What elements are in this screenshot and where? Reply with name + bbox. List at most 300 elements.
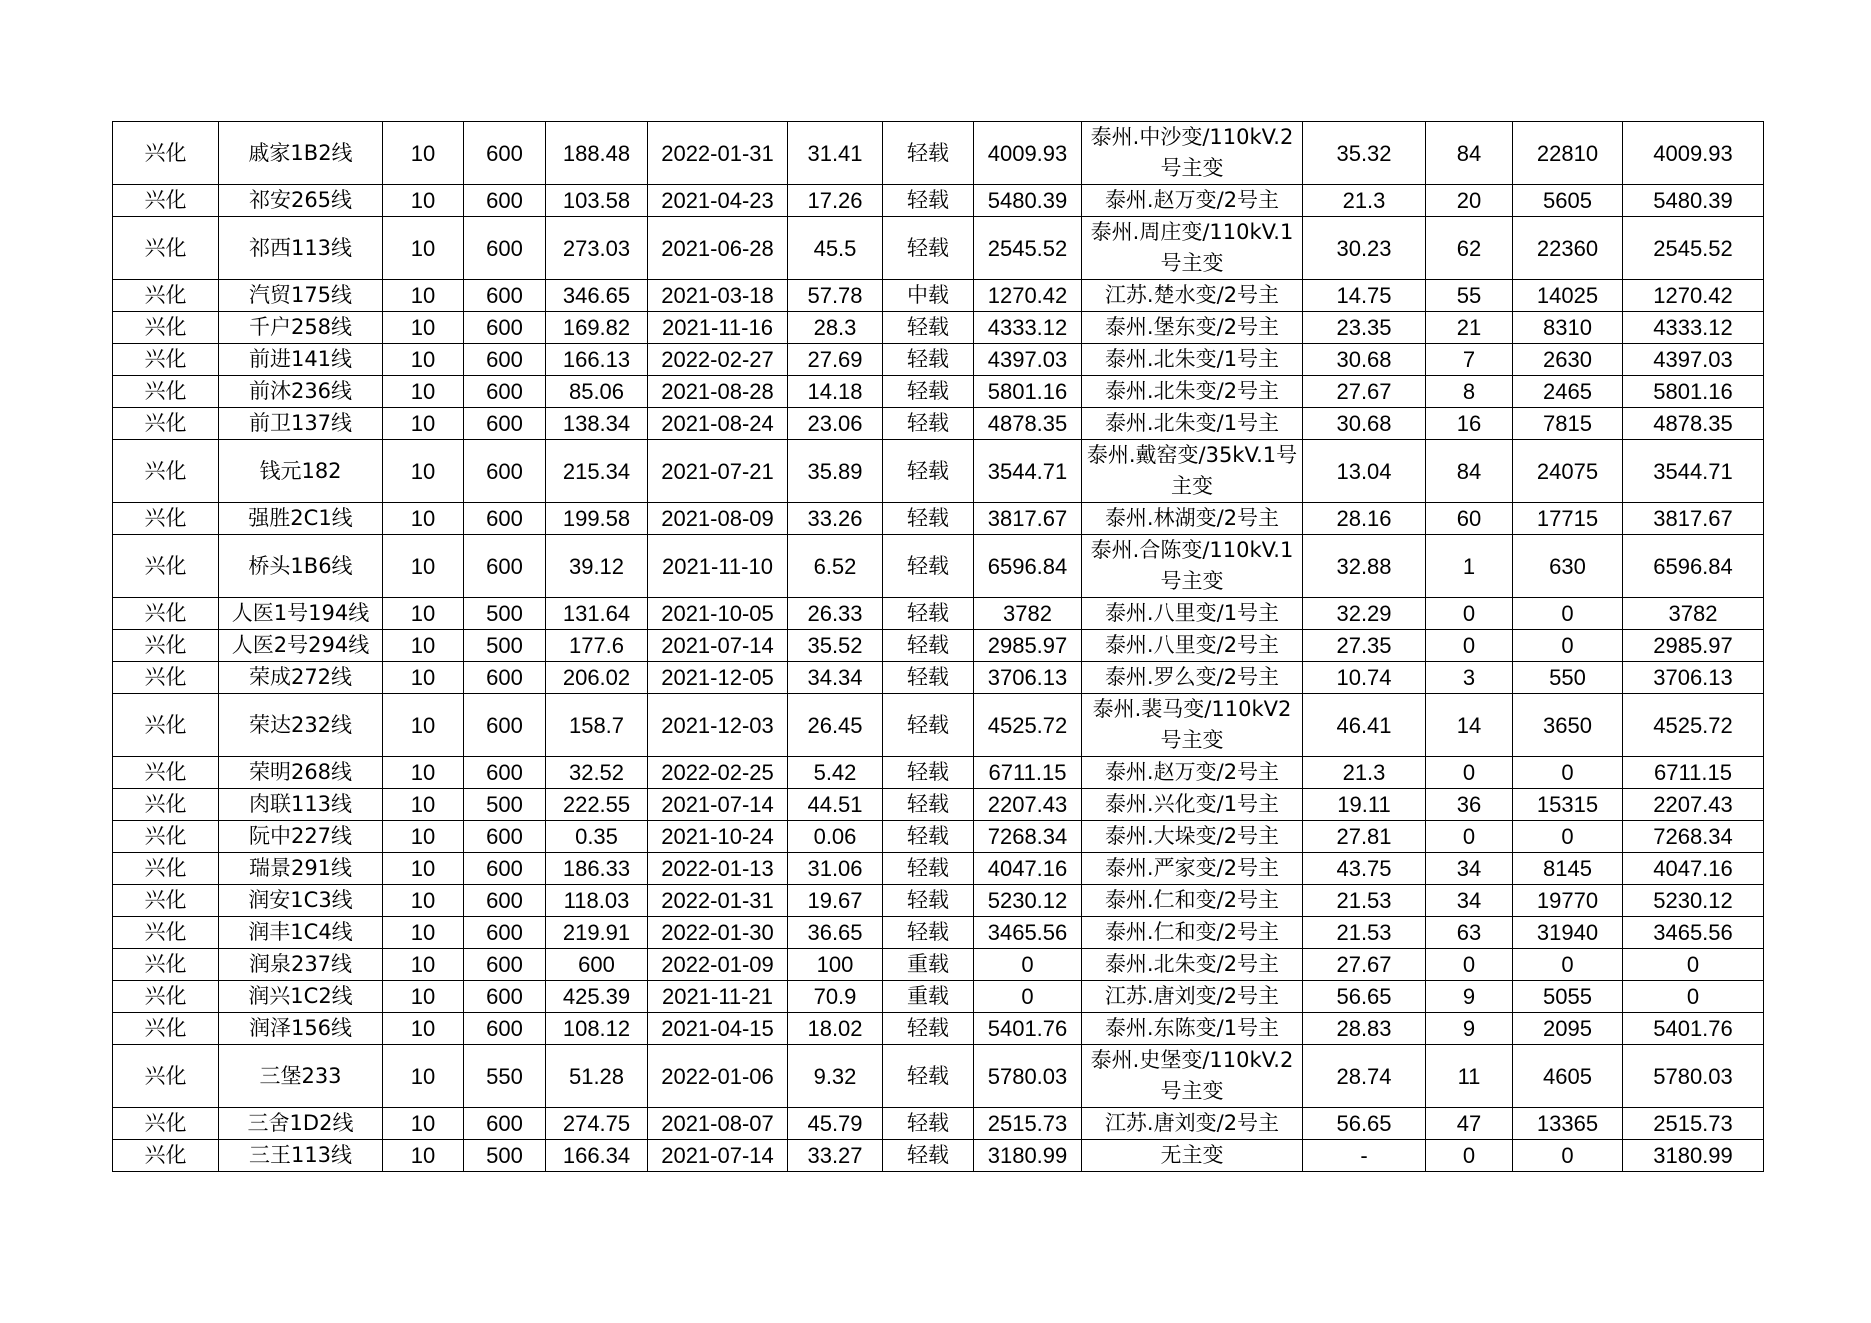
table-row xyxy=(113,1045,1764,1108)
cell-spare-capacity: 2985.97 xyxy=(974,630,1082,662)
cell-load-rate: 26.33 xyxy=(788,598,883,630)
cell-line-name: 桥头1B6线 xyxy=(219,535,383,598)
cell-spare-capacity: 2207.43 xyxy=(974,789,1082,821)
cell-user-count: 0 xyxy=(1426,630,1513,662)
cell-user-capacity: 0 xyxy=(1513,598,1623,630)
cell-load-status: 轻载 xyxy=(883,1140,974,1172)
cell-max-current: 169.82 xyxy=(546,312,648,344)
cell-user-capacity: 4605 xyxy=(1513,1045,1623,1108)
cell-voltage: 10 xyxy=(383,376,464,408)
cell-region: 兴化 xyxy=(113,122,219,185)
cell-max-current: 186.33 xyxy=(546,853,648,885)
cell-region: 兴化 xyxy=(113,981,219,1013)
table-row xyxy=(113,217,1764,280)
cell-load-rate: 33.27 xyxy=(788,1140,883,1172)
cell-user-count: 21 xyxy=(1426,312,1513,344)
cell-load-rate: 27.69 xyxy=(788,344,883,376)
cell-rated-current: 600 xyxy=(464,1108,546,1140)
cell-substation: 泰州.仁和变/2号主 xyxy=(1082,917,1303,949)
table-row xyxy=(113,949,1764,981)
cell-main-transformer-load: 21.53 xyxy=(1303,885,1426,917)
cell-substation: 泰州.北朱变/2号主 xyxy=(1082,949,1303,981)
cell-region: 兴化 xyxy=(113,312,219,344)
cell-voltage: 10 xyxy=(383,1108,464,1140)
cell-spare-capacity: 4333.12 xyxy=(974,312,1082,344)
cell-user-count: 9 xyxy=(1426,981,1513,1013)
cell-max-date: 2021-11-10 xyxy=(648,535,788,598)
cell-substation: 江苏.唐刘变/2号主 xyxy=(1082,1108,1303,1140)
cell-available-capacity: 5780.03 xyxy=(1623,1045,1764,1108)
cell-max-date: 2021-11-21 xyxy=(648,981,788,1013)
cell-spare-capacity: 4009.93 xyxy=(974,122,1082,185)
cell-substation: 泰州.合陈变/110kV.1号主变 xyxy=(1082,535,1303,598)
cell-user-count: 34 xyxy=(1426,885,1513,917)
table-row xyxy=(113,757,1764,789)
cell-rated-current: 600 xyxy=(464,280,546,312)
cell-line-name: 前卫137线 xyxy=(219,408,383,440)
cell-substation: 泰州.严家变/2号主 xyxy=(1082,853,1303,885)
cell-user-capacity: 2465 xyxy=(1513,376,1623,408)
cell-region: 兴化 xyxy=(113,535,219,598)
cell-load-status: 轻载 xyxy=(883,376,974,408)
cell-region: 兴化 xyxy=(113,376,219,408)
cell-line-name: 前沐236线 xyxy=(219,376,383,408)
cell-user-count: 63 xyxy=(1426,917,1513,949)
cell-available-capacity: 6596.84 xyxy=(1623,535,1764,598)
cell-max-current: 138.34 xyxy=(546,408,648,440)
cell-user-count: 0 xyxy=(1426,1140,1513,1172)
cell-voltage: 10 xyxy=(383,821,464,853)
cell-user-count: 11 xyxy=(1426,1045,1513,1108)
cell-load-status: 轻载 xyxy=(883,217,974,280)
cell-voltage: 10 xyxy=(383,408,464,440)
cell-rated-current: 600 xyxy=(464,312,546,344)
table-row xyxy=(113,630,1764,662)
cell-max-current: 108.12 xyxy=(546,1013,648,1045)
cell-user-capacity: 22810 xyxy=(1513,122,1623,185)
cell-user-count: 8 xyxy=(1426,376,1513,408)
cell-user-count: 20 xyxy=(1426,185,1513,217)
cell-user-capacity: 31940 xyxy=(1513,917,1623,949)
cell-rated-current: 600 xyxy=(464,694,546,757)
table-row xyxy=(113,821,1764,853)
table-row xyxy=(113,1013,1764,1045)
cell-substation: 泰州.东陈变/1号主 xyxy=(1082,1013,1303,1045)
cell-user-capacity: 0 xyxy=(1513,757,1623,789)
cell-max-date: 2021-07-14 xyxy=(648,789,788,821)
cell-substation: 泰州.大垛变/2号主 xyxy=(1082,821,1303,853)
cell-rated-current: 600 xyxy=(464,949,546,981)
cell-line-name: 荣达232线 xyxy=(219,694,383,757)
cell-substation: 泰州.裴马变/110kV2号主变 xyxy=(1082,694,1303,757)
table-body xyxy=(113,122,1764,1172)
cell-max-date: 2021-08-09 xyxy=(648,503,788,535)
cell-line-name: 润泽156线 xyxy=(219,1013,383,1045)
cell-line-name: 润兴1C2线 xyxy=(219,981,383,1013)
cell-load-rate: 35.89 xyxy=(788,440,883,503)
cell-rated-current: 600 xyxy=(464,885,546,917)
cell-max-date: 2021-10-24 xyxy=(648,821,788,853)
cell-substation: 无主变 xyxy=(1082,1140,1303,1172)
cell-max-current: 425.39 xyxy=(546,981,648,1013)
cell-load-rate: 45.79 xyxy=(788,1108,883,1140)
table-row xyxy=(113,503,1764,535)
cell-region: 兴化 xyxy=(113,185,219,217)
cell-substation: 泰州.周庄变/110kV.1号主变 xyxy=(1082,217,1303,280)
cell-user-capacity: 3650 xyxy=(1513,694,1623,757)
cell-load-rate: 100 xyxy=(788,949,883,981)
cell-load-rate: 33.26 xyxy=(788,503,883,535)
cell-max-date: 2022-01-09 xyxy=(648,949,788,981)
cell-available-capacity: 4009.93 xyxy=(1623,122,1764,185)
cell-substation: 江苏.唐刘变/2号主 xyxy=(1082,981,1303,1013)
cell-rated-current: 600 xyxy=(464,440,546,503)
cell-user-count: 14 xyxy=(1426,694,1513,757)
cell-available-capacity: 2515.73 xyxy=(1623,1108,1764,1140)
cell-user-capacity: 5605 xyxy=(1513,185,1623,217)
cell-max-current: 222.55 xyxy=(546,789,648,821)
cell-substation: 泰州.堡东变/2号主 xyxy=(1082,312,1303,344)
cell-voltage: 10 xyxy=(383,630,464,662)
cell-main-transformer-load: 19.11 xyxy=(1303,789,1426,821)
cell-max-current: 51.28 xyxy=(546,1045,648,1108)
cell-rated-current: 600 xyxy=(464,185,546,217)
cell-available-capacity: 5480.39 xyxy=(1623,185,1764,217)
cell-substation: 江苏.楚水变/2号主 xyxy=(1082,280,1303,312)
cell-voltage: 10 xyxy=(383,185,464,217)
cell-user-capacity: 550 xyxy=(1513,662,1623,694)
cell-max-date: 2021-08-07 xyxy=(648,1108,788,1140)
cell-main-transformer-load: 27.35 xyxy=(1303,630,1426,662)
table-row xyxy=(113,440,1764,503)
cell-max-date: 2022-02-25 xyxy=(648,757,788,789)
cell-main-transformer-load: 21.3 xyxy=(1303,757,1426,789)
cell-user-count: 55 xyxy=(1426,280,1513,312)
cell-rated-current: 500 xyxy=(464,789,546,821)
cell-spare-capacity: 4525.72 xyxy=(974,694,1082,757)
cell-line-name: 祁西113线 xyxy=(219,217,383,280)
cell-available-capacity: 2207.43 xyxy=(1623,789,1764,821)
cell-user-capacity: 24075 xyxy=(1513,440,1623,503)
cell-spare-capacity: 3180.99 xyxy=(974,1140,1082,1172)
cell-substation: 泰州.北朱变/1号主 xyxy=(1082,344,1303,376)
cell-max-current: 166.34 xyxy=(546,1140,648,1172)
cell-max-current: 103.58 xyxy=(546,185,648,217)
cell-voltage: 10 xyxy=(383,440,464,503)
cell-user-count: 0 xyxy=(1426,757,1513,789)
cell-voltage: 10 xyxy=(383,789,464,821)
cell-main-transformer-load: 43.75 xyxy=(1303,853,1426,885)
cell-region: 兴化 xyxy=(113,1140,219,1172)
cell-spare-capacity: 6596.84 xyxy=(974,535,1082,598)
cell-load-status: 轻载 xyxy=(883,1108,974,1140)
cell-load-rate: 70.9 xyxy=(788,981,883,1013)
cell-region: 兴化 xyxy=(113,280,219,312)
cell-user-capacity: 19770 xyxy=(1513,885,1623,917)
cell-main-transformer-load: 35.32 xyxy=(1303,122,1426,185)
cell-main-transformer-load: 46.41 xyxy=(1303,694,1426,757)
cell-main-transformer-load: 27.67 xyxy=(1303,376,1426,408)
cell-max-current: 0.35 xyxy=(546,821,648,853)
cell-max-current: 177.6 xyxy=(546,630,648,662)
cell-substation: 泰州.八里变/1号主 xyxy=(1082,598,1303,630)
cell-region: 兴化 xyxy=(113,949,219,981)
cell-region: 兴化 xyxy=(113,917,219,949)
cell-available-capacity: 3782 xyxy=(1623,598,1764,630)
cell-available-capacity: 7268.34 xyxy=(1623,821,1764,853)
cell-load-rate: 23.06 xyxy=(788,408,883,440)
cell-rated-current: 500 xyxy=(464,598,546,630)
cell-user-capacity: 13365 xyxy=(1513,1108,1623,1140)
cell-main-transformer-load: 28.74 xyxy=(1303,1045,1426,1108)
cell-line-name: 肉联113线 xyxy=(219,789,383,821)
cell-region: 兴化 xyxy=(113,408,219,440)
cell-load-status: 轻载 xyxy=(883,630,974,662)
cell-load-status: 轻载 xyxy=(883,694,974,757)
cell-rated-current: 600 xyxy=(464,376,546,408)
cell-spare-capacity: 4397.03 xyxy=(974,344,1082,376)
cell-load-status: 轻载 xyxy=(883,535,974,598)
cell-load-rate: 18.02 xyxy=(788,1013,883,1045)
cell-voltage: 10 xyxy=(383,981,464,1013)
cell-max-date: 2022-01-13 xyxy=(648,853,788,885)
table-row xyxy=(113,535,1764,598)
cell-spare-capacity: 5480.39 xyxy=(974,185,1082,217)
cell-substation: 泰州.赵万变/2号主 xyxy=(1082,185,1303,217)
cell-available-capacity: 3544.71 xyxy=(1623,440,1764,503)
cell-substation: 泰州.赵万变/2号主 xyxy=(1082,757,1303,789)
cell-voltage: 10 xyxy=(383,503,464,535)
cell-max-date: 2021-12-05 xyxy=(648,662,788,694)
cell-voltage: 10 xyxy=(383,949,464,981)
cell-available-capacity: 4397.03 xyxy=(1623,344,1764,376)
cell-load-status: 轻载 xyxy=(883,789,974,821)
cell-region: 兴化 xyxy=(113,1108,219,1140)
cell-user-capacity: 8310 xyxy=(1513,312,1623,344)
cell-user-count: 9 xyxy=(1426,1013,1513,1045)
cell-max-current: 346.65 xyxy=(546,280,648,312)
cell-region: 兴化 xyxy=(113,440,219,503)
cell-load-rate: 26.45 xyxy=(788,694,883,757)
cell-max-date: 2021-03-18 xyxy=(648,280,788,312)
cell-region: 兴化 xyxy=(113,1013,219,1045)
cell-max-date: 2022-01-06 xyxy=(648,1045,788,1108)
cell-substation: 泰州.中沙变/110kV.2号主变 xyxy=(1082,122,1303,185)
cell-load-status: 轻载 xyxy=(883,853,974,885)
cell-voltage: 10 xyxy=(383,217,464,280)
cell-voltage: 10 xyxy=(383,757,464,789)
cell-voltage: 10 xyxy=(383,662,464,694)
cell-substation: 泰州.罗么变/2号主 xyxy=(1082,662,1303,694)
cell-voltage: 10 xyxy=(383,535,464,598)
cell-spare-capacity: 5230.12 xyxy=(974,885,1082,917)
cell-load-status: 轻载 xyxy=(883,885,974,917)
cell-line-name: 钱元182 xyxy=(219,440,383,503)
cell-main-transformer-load: 30.68 xyxy=(1303,344,1426,376)
cell-available-capacity: 3180.99 xyxy=(1623,1140,1764,1172)
cell-max-date: 2021-04-15 xyxy=(648,1013,788,1045)
cell-region: 兴化 xyxy=(113,885,219,917)
cell-voltage: 10 xyxy=(383,694,464,757)
cell-max-date: 2022-01-31 xyxy=(648,885,788,917)
cell-line-name: 三王113线 xyxy=(219,1140,383,1172)
cell-spare-capacity: 2545.52 xyxy=(974,217,1082,280)
cell-spare-capacity: 4047.16 xyxy=(974,853,1082,885)
cell-user-count: 34 xyxy=(1426,853,1513,885)
cell-spare-capacity: 0 xyxy=(974,949,1082,981)
table-row xyxy=(113,694,1764,757)
cell-region: 兴化 xyxy=(113,694,219,757)
cell-substation: 泰州.八里变/2号主 xyxy=(1082,630,1303,662)
cell-user-capacity: 2630 xyxy=(1513,344,1623,376)
table-row xyxy=(113,917,1764,949)
cell-voltage: 10 xyxy=(383,312,464,344)
cell-available-capacity: 3465.56 xyxy=(1623,917,1764,949)
cell-voltage: 10 xyxy=(383,1013,464,1045)
cell-max-current: 166.13 xyxy=(546,344,648,376)
cell-max-date: 2021-08-24 xyxy=(648,408,788,440)
cell-main-transformer-load: 28.83 xyxy=(1303,1013,1426,1045)
cell-rated-current: 600 xyxy=(464,853,546,885)
cell-region: 兴化 xyxy=(113,344,219,376)
cell-user-capacity: 0 xyxy=(1513,630,1623,662)
cell-user-count: 0 xyxy=(1426,949,1513,981)
cell-load-status: 重载 xyxy=(883,981,974,1013)
cell-available-capacity: 6711.15 xyxy=(1623,757,1764,789)
cell-user-count: 0 xyxy=(1426,821,1513,853)
table-row xyxy=(113,312,1764,344)
cell-load-rate: 9.32 xyxy=(788,1045,883,1108)
cell-line-name: 三舍1D2线 xyxy=(219,1108,383,1140)
cell-user-count: 62 xyxy=(1426,217,1513,280)
cell-rated-current: 600 xyxy=(464,122,546,185)
cell-line-name: 荣明268线 xyxy=(219,757,383,789)
cell-load-rate: 19.67 xyxy=(788,885,883,917)
cell-line-name: 前进141线 xyxy=(219,344,383,376)
cell-region: 兴化 xyxy=(113,217,219,280)
cell-max-date: 2021-07-14 xyxy=(648,1140,788,1172)
cell-load-status: 轻载 xyxy=(883,185,974,217)
cell-available-capacity: 4333.12 xyxy=(1623,312,1764,344)
cell-voltage: 10 xyxy=(383,344,464,376)
cell-max-date: 2021-12-03 xyxy=(648,694,788,757)
cell-region: 兴化 xyxy=(113,598,219,630)
cell-user-count: 36 xyxy=(1426,789,1513,821)
cell-spare-capacity: 7268.34 xyxy=(974,821,1082,853)
cell-main-transformer-load: 30.23 xyxy=(1303,217,1426,280)
cell-line-name: 阮中227线 xyxy=(219,821,383,853)
cell-load-rate: 17.26 xyxy=(788,185,883,217)
cell-spare-capacity: 3817.67 xyxy=(974,503,1082,535)
cell-load-rate: 5.42 xyxy=(788,757,883,789)
cell-rated-current: 600 xyxy=(464,344,546,376)
cell-voltage: 10 xyxy=(383,853,464,885)
cell-rated-current: 500 xyxy=(464,1140,546,1172)
cell-available-capacity: 0 xyxy=(1623,949,1764,981)
cell-user-capacity: 8145 xyxy=(1513,853,1623,885)
cell-available-capacity: 2545.52 xyxy=(1623,217,1764,280)
cell-available-capacity: 4047.16 xyxy=(1623,853,1764,885)
cell-line-name: 三堡233 xyxy=(219,1045,383,1108)
cell-max-current: 274.75 xyxy=(546,1108,648,1140)
cell-main-transformer-load: - xyxy=(1303,1140,1426,1172)
cell-max-current: 188.48 xyxy=(546,122,648,185)
cell-spare-capacity: 3782 xyxy=(974,598,1082,630)
cell-max-date: 2021-10-05 xyxy=(648,598,788,630)
cell-user-capacity: 0 xyxy=(1513,1140,1623,1172)
cell-main-transformer-load: 28.16 xyxy=(1303,503,1426,535)
feeder-load-table xyxy=(112,121,1764,1172)
cell-substation: 泰州.林湖变/2号主 xyxy=(1082,503,1303,535)
cell-user-capacity: 7815 xyxy=(1513,408,1623,440)
cell-main-transformer-load: 13.04 xyxy=(1303,440,1426,503)
table-row xyxy=(113,376,1764,408)
cell-user-capacity: 630 xyxy=(1513,535,1623,598)
cell-region: 兴化 xyxy=(113,853,219,885)
cell-rated-current: 600 xyxy=(464,821,546,853)
cell-load-rate: 31.06 xyxy=(788,853,883,885)
cell-spare-capacity: 3706.13 xyxy=(974,662,1082,694)
cell-available-capacity: 4525.72 xyxy=(1623,694,1764,757)
cell-main-transformer-load: 21.53 xyxy=(1303,917,1426,949)
cell-line-name: 润泉237线 xyxy=(219,949,383,981)
cell-available-capacity: 5230.12 xyxy=(1623,885,1764,917)
cell-voltage: 10 xyxy=(383,917,464,949)
cell-load-rate: 14.18 xyxy=(788,376,883,408)
cell-max-current: 219.91 xyxy=(546,917,648,949)
cell-user-count: 84 xyxy=(1426,122,1513,185)
cell-voltage: 10 xyxy=(383,885,464,917)
cell-region: 兴化 xyxy=(113,1045,219,1108)
cell-rated-current: 600 xyxy=(464,981,546,1013)
cell-user-count: 3 xyxy=(1426,662,1513,694)
cell-max-date: 2021-08-28 xyxy=(648,376,788,408)
cell-available-capacity: 3817.67 xyxy=(1623,503,1764,535)
cell-load-status: 轻载 xyxy=(883,312,974,344)
cell-user-count: 47 xyxy=(1426,1108,1513,1140)
cell-load-rate: 28.3 xyxy=(788,312,883,344)
cell-load-status: 轻载 xyxy=(883,757,974,789)
cell-max-current: 206.02 xyxy=(546,662,648,694)
cell-line-name: 祁安265线 xyxy=(219,185,383,217)
cell-user-count: 84 xyxy=(1426,440,1513,503)
cell-load-status: 轻载 xyxy=(883,1045,974,1108)
cell-available-capacity: 3706.13 xyxy=(1623,662,1764,694)
cell-rated-current: 600 xyxy=(464,503,546,535)
cell-voltage: 10 xyxy=(383,122,464,185)
cell-region: 兴化 xyxy=(113,821,219,853)
cell-load-rate: 6.52 xyxy=(788,535,883,598)
cell-region: 兴化 xyxy=(113,662,219,694)
cell-available-capacity: 5401.76 xyxy=(1623,1013,1764,1045)
cell-max-current: 600 xyxy=(546,949,648,981)
cell-load-status: 轻载 xyxy=(883,662,974,694)
cell-max-date: 2021-07-14 xyxy=(648,630,788,662)
table-row xyxy=(113,789,1764,821)
table-row xyxy=(113,344,1764,376)
cell-spare-capacity: 1270.42 xyxy=(974,280,1082,312)
cell-load-rate: 35.52 xyxy=(788,630,883,662)
cell-spare-capacity: 4878.35 xyxy=(974,408,1082,440)
cell-user-count: 16 xyxy=(1426,408,1513,440)
cell-max-date: 2021-11-16 xyxy=(648,312,788,344)
cell-spare-capacity: 6711.15 xyxy=(974,757,1082,789)
cell-line-name: 润安1C3线 xyxy=(219,885,383,917)
cell-max-current: 131.64 xyxy=(546,598,648,630)
cell-spare-capacity: 5401.76 xyxy=(974,1013,1082,1045)
table-row xyxy=(113,853,1764,885)
cell-main-transformer-load: 30.68 xyxy=(1303,408,1426,440)
